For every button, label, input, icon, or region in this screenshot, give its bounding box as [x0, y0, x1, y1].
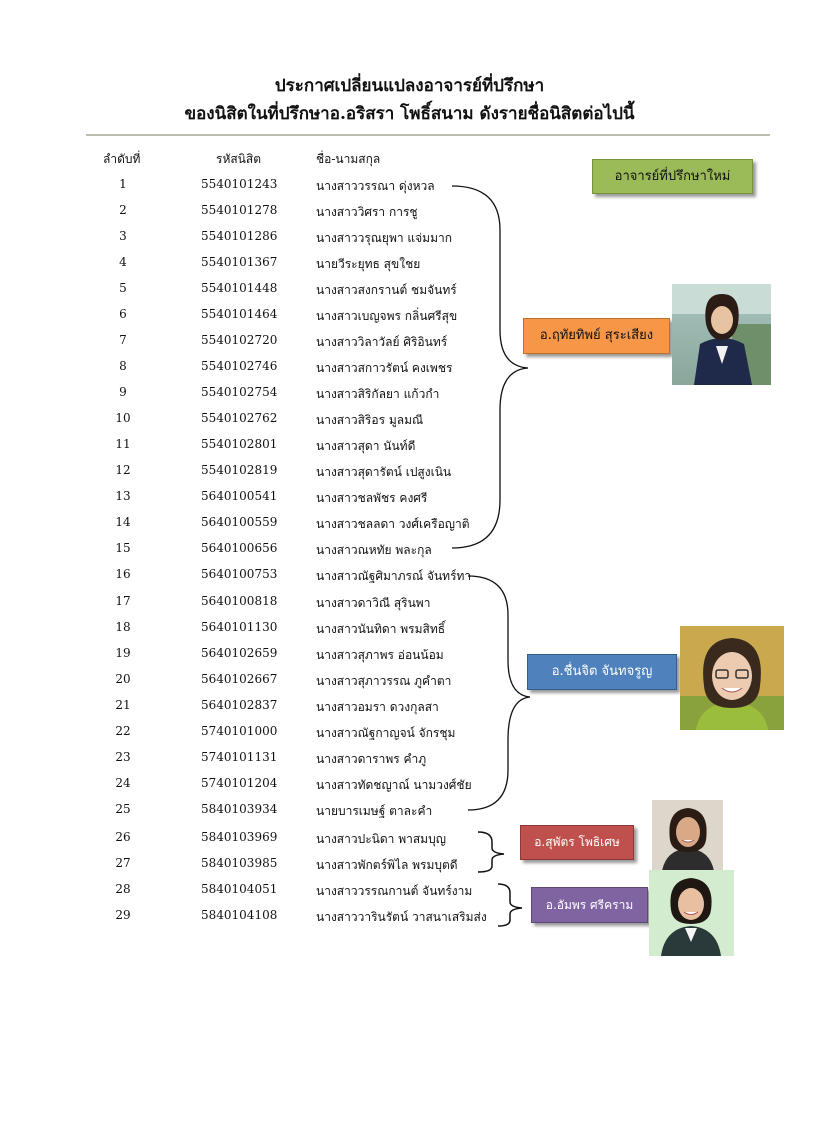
student-id: 5540101448 — [201, 281, 278, 295]
bracket-group-4 — [498, 884, 522, 926]
row-number: 18 — [115, 620, 131, 634]
student-name: นางสาวณัฐกาญจน์ จักรชุม — [316, 726, 456, 740]
student-name: นางสาวชลพัชร คงศรี — [316, 491, 428, 505]
student-name: นางสาววิศรา การชู — [316, 205, 418, 219]
advisor-2-photo — [680, 626, 784, 730]
student-id: 5640100753 — [201, 567, 278, 581]
student-name: นางสาวปะนิดา พาสมบุญ — [316, 832, 446, 846]
row-number: 2 — [119, 203, 127, 217]
student-id: 5840103985 — [201, 856, 278, 870]
bracket-group-2 — [468, 576, 530, 810]
student-name: นางสาวสิริอร มูลมณี — [316, 413, 424, 427]
student-name: นางสาวดาราพร คำภู — [316, 752, 427, 766]
student-name: นางสาวสุภาพร อ่อนน้อม — [316, 648, 444, 662]
student-name: นางสาวทัดชญาณ์ นามวงศ์ชัย — [316, 778, 472, 792]
row-number: 23 — [115, 750, 131, 764]
student-name: นางสาววิลาวัลย์ ศิริอินทร์ — [316, 335, 448, 349]
student-id: 5540102762 — [201, 411, 278, 425]
student-name: นางสาววารินรัตน์ วาสนาเสริมส่ง — [316, 910, 487, 924]
row-number: 24 — [115, 776, 131, 790]
student-id: 5640101130 — [201, 620, 278, 634]
advisor-2-label: อ.ชื่นจิต จันทจรูญ — [527, 654, 677, 690]
student-name: นางสาวณหทัย พละกุล — [316, 543, 432, 557]
student-name: นางสาววรุณยุพา แจ่มมาก — [316, 231, 453, 245]
row-number: 28 — [115, 882, 131, 896]
student-name: นางสาวสุดารัตน์ เปสูงเนิน — [316, 465, 452, 479]
row-number: 15 — [115, 541, 131, 555]
student-name: นางสาวอมรา ดวงกุลสา — [316, 700, 439, 714]
row-number: 19 — [115, 646, 131, 660]
student-id: 5740101000 — [201, 724, 278, 738]
row-number: 26 — [115, 830, 131, 844]
student-name: นางสาวดาวิณี สุรินพา — [316, 596, 431, 610]
student-name: นางสาวชลลดา วงศ์เครือญาติ — [316, 517, 470, 531]
advisor-4-photo — [649, 870, 734, 956]
row-number: 17 — [115, 594, 131, 608]
student-id: 5540102746 — [201, 359, 278, 373]
student-id: 5840103934 — [201, 802, 278, 816]
announcement-title: ประกาศเปลี่ยนแปลงอาจารย์ที่ปรึกษา — [274, 76, 545, 96]
row-number: 14 — [115, 515, 131, 529]
student-id: 5840103969 — [201, 830, 278, 844]
student-name: นางสาวนันทิดา พรมสิทธิ์ — [316, 622, 446, 636]
header-student-name: ชื่อ-นามสกุล — [316, 152, 381, 166]
row-number: 11 — [115, 437, 131, 451]
advisor-1-label: อ.ฤทัยทิพย์ สุระเสียง — [523, 318, 670, 354]
student-id: 5540102720 — [201, 333, 278, 347]
student-id: 5840104051 — [201, 882, 278, 896]
student-id: 5640100656 — [201, 541, 278, 555]
row-number: 4 — [119, 255, 127, 269]
student-id: 5640102837 — [201, 698, 278, 712]
row-number: 1 — [119, 177, 127, 191]
row-number: 27 — [115, 856, 131, 870]
student-id: 5840104108 — [201, 908, 278, 922]
row-number: 29 — [115, 908, 131, 922]
student-id: 5540101278 — [201, 203, 278, 217]
student-name: นายวีระยุทธ สุขใชย — [316, 257, 421, 271]
row-number: 12 — [115, 463, 131, 477]
advisor-1-photo — [672, 284, 771, 385]
row-number: 7 — [119, 333, 127, 347]
student-name: นางสาวสุดา นันท์ดี — [316, 439, 416, 453]
row-number: 13 — [115, 489, 131, 503]
row-number: 16 — [115, 567, 131, 581]
row-number: 6 — [119, 307, 127, 321]
student-id: 5640100559 — [201, 515, 278, 529]
student-name: นายบารเมษฐ์ ตาละคำ — [316, 804, 433, 818]
student-id: 5540102819 — [201, 463, 278, 477]
student-name: นางสาวสกาวรัตน์ คงเพชร — [316, 361, 453, 375]
row-number: 5 — [119, 281, 127, 295]
student-name: นางสาวสิริกัลยา แก้วกำ — [316, 387, 440, 401]
student-id: 5740101131 — [201, 750, 278, 764]
row-number: 20 — [115, 672, 131, 686]
student-name: นางสาววรรณา ดุ่งหวล — [316, 179, 435, 193]
student-id: 5640100818 — [201, 594, 278, 608]
row-number: 8 — [119, 359, 127, 373]
header-no: ลำดับที่ — [103, 152, 141, 166]
advisor-3-photo — [652, 800, 723, 871]
student-id: 5540101464 — [201, 307, 278, 321]
row-number: 25 — [115, 802, 131, 816]
student-name: นางสาวสุภาวรรณ ภูคำตา — [316, 674, 452, 688]
student-name: นางสาวสงกรานต์ ชมจันทร์ — [316, 283, 457, 297]
advisor-4-label: อ.อัมพร ศรีคราม — [531, 887, 648, 923]
student-id: 5640102659 — [201, 646, 278, 660]
student-id: 5740101204 — [201, 776, 278, 790]
bracket-group-3 — [478, 832, 504, 872]
student-name: นางสาวเบญจพร กลิ่นศรีสุข — [316, 309, 458, 323]
student-name: นางสาวณัฐศิมาภรณ์ จันทร์ทา — [316, 569, 472, 583]
row-number: 21 — [115, 698, 131, 712]
announcement-subtitle: ของนิสิตในที่ปรึกษาอ.อริสรา โพธิ์สนาม ดังรายชื่อนิสิตต่อไปนี้ — [184, 104, 635, 124]
student-id: 5540102754 — [201, 385, 278, 399]
student-name: นางสาววรรณกานต์ จันทร์งาม — [316, 884, 473, 898]
bracket-group-1 — [452, 186, 528, 548]
student-id: 5640100541 — [201, 489, 278, 503]
new-advisor-label: อาจารย์ที่ปรึกษาใหม่ — [592, 159, 753, 194]
student-id: 5540102801 — [201, 437, 278, 451]
row-number: 22 — [115, 724, 131, 738]
student-name: นางสาวพักตร์พิไล พรมบุตดี — [316, 858, 458, 872]
student-id: 5540101286 — [201, 229, 278, 243]
student-id: 5540101367 — [201, 255, 278, 269]
student-id: 5540101243 — [201, 177, 278, 191]
row-number: 9 — [119, 385, 127, 399]
row-number: 3 — [119, 229, 127, 243]
header-student-id: รหัสนิสิต — [216, 152, 261, 166]
student-id: 5640102667 — [201, 672, 278, 686]
advisor-3-label: อ.สุพัตร โพธิเศษ — [520, 825, 634, 860]
row-number: 10 — [115, 411, 131, 425]
